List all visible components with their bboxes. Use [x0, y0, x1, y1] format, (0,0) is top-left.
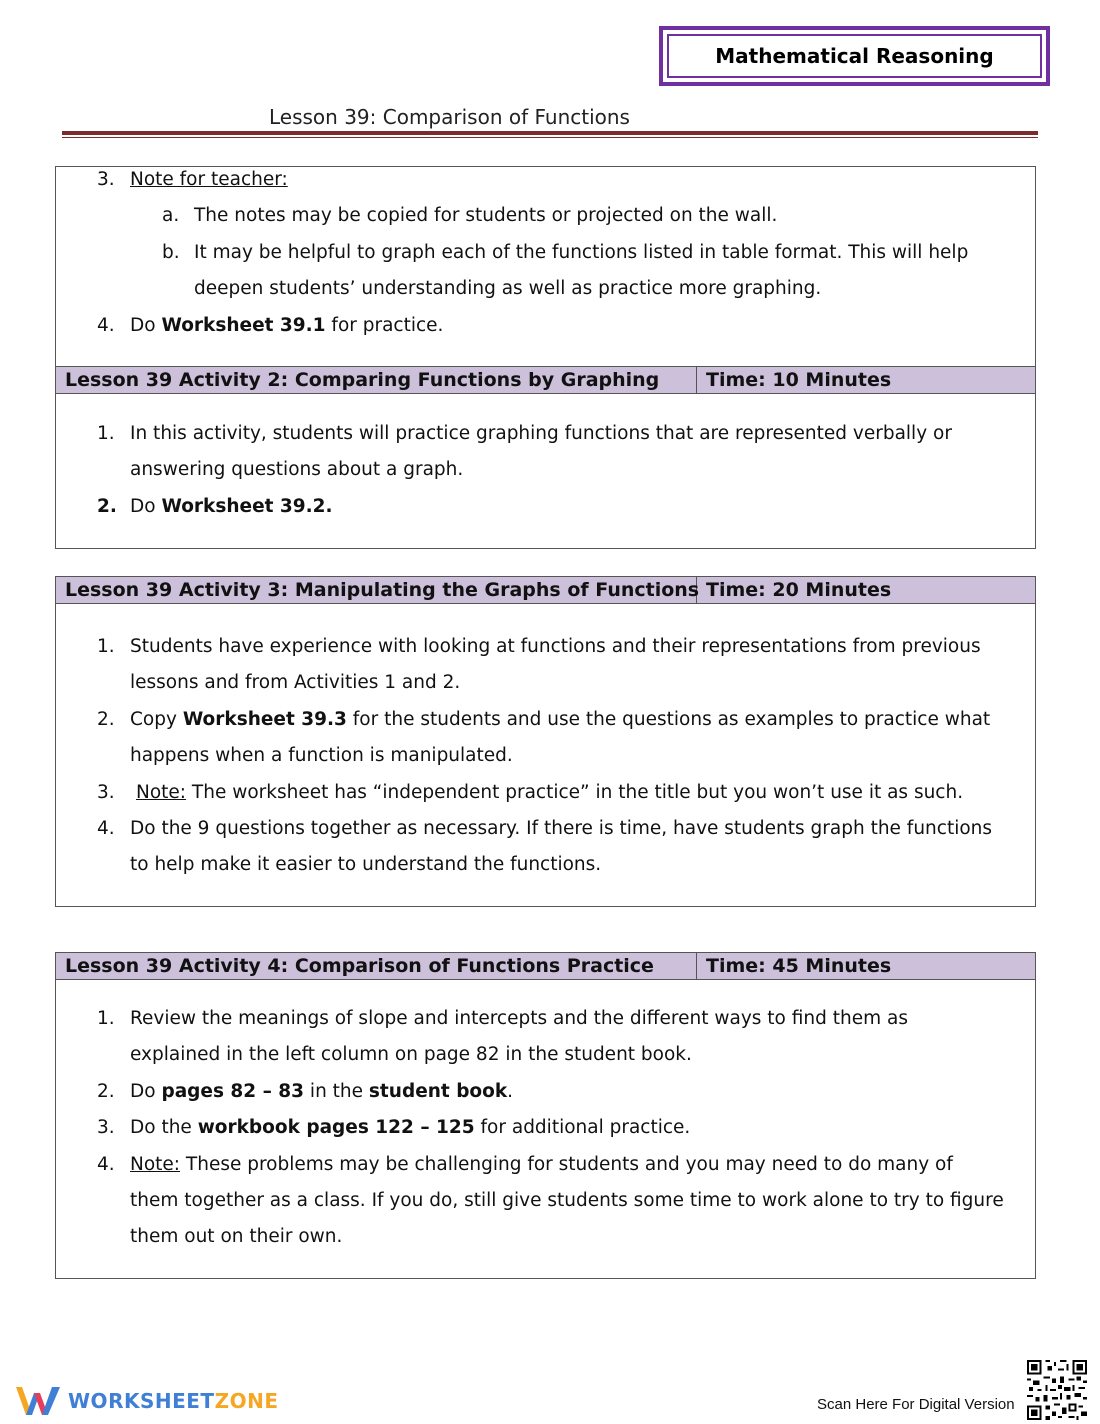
item-text: for additional practice. [474, 1117, 691, 1139]
activity-header [56, 953, 1035, 980]
item-number: 3. [97, 1117, 115, 1139]
qr-code-icon[interactable] [1027, 1360, 1087, 1420]
list-item [56, 1147, 1035, 1256]
logo-text-part2: ZONE [214, 1389, 279, 1413]
page-ref: pages 82 – 83 [161, 1080, 305, 1102]
subject-badge-label: Mathematical Reasoning [667, 34, 1042, 78]
item-number: 2. [97, 708, 115, 730]
item-text: Do the [130, 1117, 198, 1139]
note-label: Note: [136, 781, 187, 803]
scan-caption: Scan Here For Digital Version [817, 1396, 1015, 1413]
item-text: Do [130, 1080, 162, 1102]
activity-4-box [55, 952, 1036, 1279]
item-text: for practice. [325, 314, 444, 336]
item-text: The worksheet has “independent practice” in the title but you won’t use it as such. [186, 781, 964, 803]
item-text-cont: happens when a function is manipulated. [130, 745, 513, 767]
item-text: These problems may be challenging for students and you may need to do many of [180, 1153, 953, 1175]
item-text: In this activity, students will practice graphing functions that are represented verbally or [130, 423, 952, 444]
item-text-cont: explained in the left column on page 82 in the student book. [130, 1044, 692, 1066]
subitem-text-cont: deepen students’ understanding as well as practice more graphing. [194, 278, 822, 300]
activity-title: Lesson 39 Activity 2: Comparing Functions by Graphing [56, 367, 697, 393]
activity-time: Time: 45 Minutes [706, 955, 892, 977]
item-number: 1. [97, 423, 115, 444]
list-item [56, 162, 1035, 198]
list-subitem [56, 198, 1035, 234]
subitem-letter: b. [162, 241, 180, 263]
item-text-cont: answering questions about a graph. [130, 459, 464, 481]
activity-2-box [55, 366, 1036, 549]
item-text: for the students and use the questions as examples to practice what [346, 708, 991, 730]
item-number: 4. [97, 1153, 115, 1175]
list-item [56, 1001, 1035, 1074]
workbook-ref: workbook pages 122 – 125 [197, 1117, 475, 1139]
item-text: Do [130, 495, 162, 517]
list-item [56, 629, 1035, 702]
item-text: in the [304, 1080, 369, 1102]
subject-badge [659, 26, 1050, 86]
list-item [56, 1110, 1035, 1146]
worksheetzone-logo[interactable] [14, 1383, 278, 1419]
activity-header [56, 577, 1035, 604]
item-text: Students have experience with looking at functions and their representations from previous [130, 636, 981, 657]
title-rule [62, 131, 1038, 135]
item-number: 2. [97, 495, 117, 517]
item-number: 3. [97, 169, 115, 190]
book-ref: student book [368, 1080, 508, 1102]
item-text: . [507, 1080, 514, 1102]
item-number: 3. [97, 781, 115, 803]
list-subitem [56, 235, 1035, 308]
worksheet-ref: Worksheet 39.3 [182, 708, 347, 730]
list-item [56, 702, 1035, 775]
item-text: Review the meanings of slope and intercepts and the different ways to find them as [130, 1008, 908, 1029]
subitem-letter: a. [162, 205, 180, 227]
title-rule-thin [62, 137, 1038, 138]
item-text: Copy [130, 708, 183, 730]
activity-header [56, 367, 1035, 394]
list-item [56, 811, 1035, 884]
worksheet-ref: Worksheet 39.2. [161, 495, 333, 517]
activity-title: Lesson 39 Activity 3: Manipulating the Graphs of Functions [56, 577, 697, 603]
list-item [56, 308, 1035, 344]
list-item [56, 489, 1035, 525]
w-logo-icon [14, 1383, 62, 1419]
list-item [56, 775, 1035, 811]
list-item [56, 1074, 1035, 1110]
activity-title: Lesson 39 Activity 4: Comparison of Functions Practice [56, 953, 697, 979]
item-text: Do [130, 314, 162, 336]
item-number: 4. [97, 314, 115, 336]
item-text-cont: lessons and from Activities 1 and 2. [130, 672, 461, 694]
worksheet-ref: Worksheet 39.1 [161, 314, 326, 336]
subitem-text: The notes may be copied for students or projected on the wall. [194, 205, 778, 227]
teacher-note-heading: Note for teacher: [130, 169, 288, 190]
lesson-title: Lesson 39: Comparison of Functions [269, 105, 630, 129]
item-number: 1. [97, 1008, 115, 1029]
item-number: 1. [97, 636, 115, 657]
item-text-cont: them out on their own. [130, 1226, 343, 1248]
logo-text [68, 1389, 278, 1413]
section-continued [55, 166, 1036, 367]
item-number: 4. [97, 818, 115, 840]
item-number: 2. [97, 1080, 115, 1102]
note-label: Note: [130, 1153, 181, 1175]
item-text-cont: to help make it easier to understand the functions. [130, 854, 602, 876]
list-item [56, 416, 1035, 489]
activity-time: Time: 20 Minutes [706, 579, 892, 601]
logo-text-part1: WORKSHEET [68, 1389, 215, 1413]
activity-time: Time: 10 Minutes [706, 369, 892, 391]
item-text-cont: them together as a class. If you do, still give students some time to work alone to try to figure [130, 1190, 1004, 1212]
activity-3-box [55, 576, 1036, 907]
item-text: Do the 9 questions together as necessary. If there is time, have students graph the functions [130, 818, 993, 840]
subitem-text: It may be helpful to graph each of the functions listed in table format. This will help [194, 241, 969, 263]
